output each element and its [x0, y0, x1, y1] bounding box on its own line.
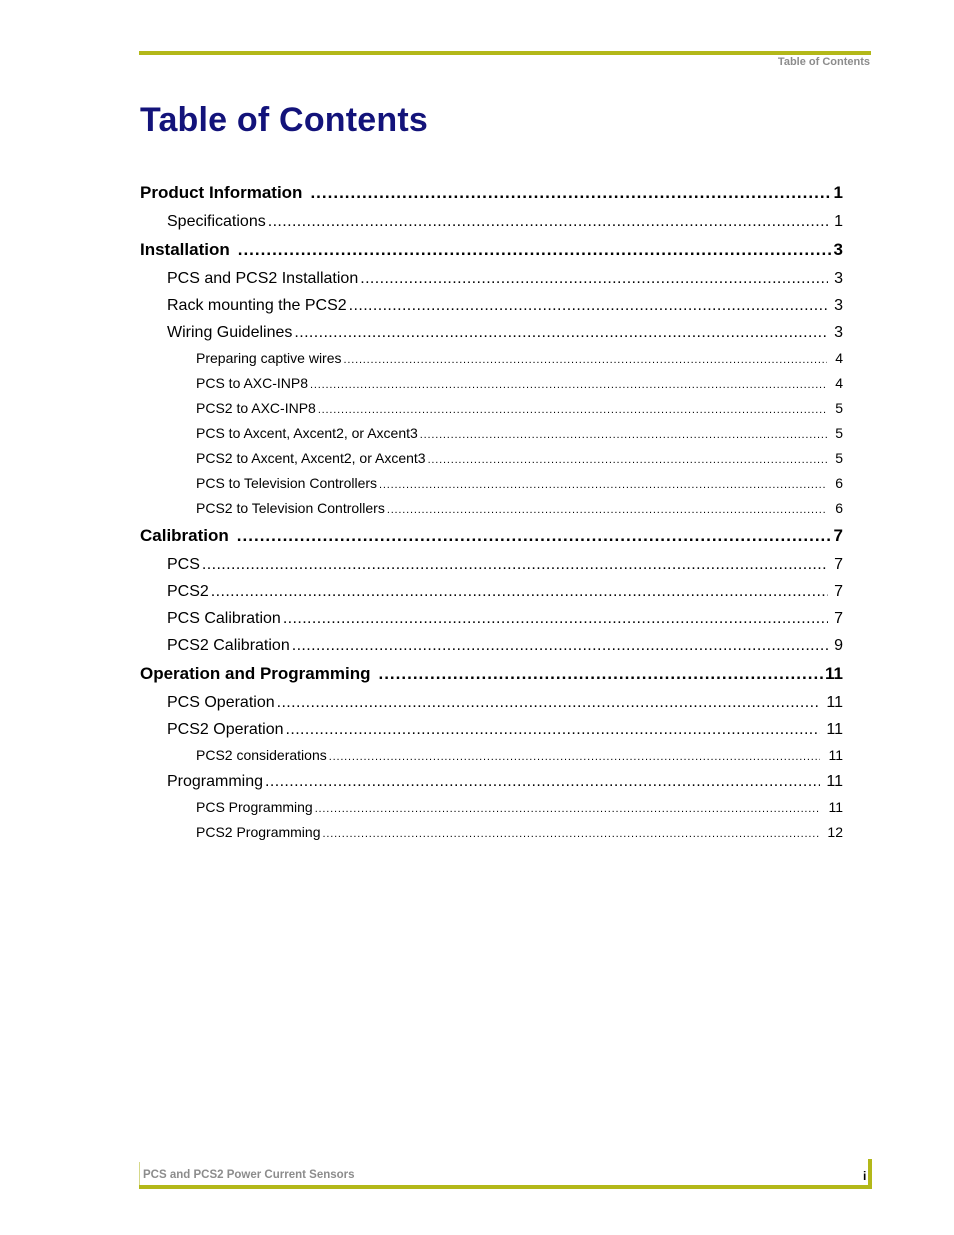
toc-entry-label: PCS2 considerations: [196, 747, 327, 763]
toc-entry-page-number: 6: [835, 475, 843, 491]
toc-entry-label: PCS to Axcent, Axcent2, or Axcent3: [196, 425, 418, 441]
toc-entry-page-number: 5: [835, 400, 843, 416]
toc-entry-page-number: 7: [834, 610, 843, 627]
toc-entry-page-number: 7: [834, 583, 843, 600]
dot-leader: [265, 768, 820, 795]
toc-entry-label: Wiring Guidelines: [167, 324, 293, 341]
toc-entry-page-number: 1: [834, 213, 843, 230]
dot-leader: [323, 822, 820, 847]
toc-entry-level-1[interactable]: [140, 659, 843, 689]
toc-entry-level-3[interactable]: [140, 446, 843, 471]
footer-left-rule: [139, 1162, 140, 1186]
dot-leader: [378, 659, 823, 689]
dot-leader: [344, 348, 828, 373]
toc-entry-page-number: 3: [834, 270, 843, 287]
toc-entry-label: PCS2 to Television Controllers: [196, 500, 385, 516]
footer-page-number: i: [863, 1169, 867, 1183]
toc-entry-level-2[interactable]: [140, 578, 843, 605]
toc-entry-label: PCS2 to Axcent, Axcent2, or Axcent3: [196, 450, 426, 466]
toc-entry-page-number: 6: [835, 500, 843, 516]
toc-entry-label: PCS Calibration: [167, 610, 281, 627]
dot-leader: [310, 178, 831, 208]
toc-entry-level-2[interactable]: [140, 716, 843, 743]
dot-leader: [268, 208, 828, 235]
toc-entry-page-number: 9: [834, 637, 843, 654]
footer-rule: [139, 1185, 872, 1189]
toc-entry-label: PCS2 to AXC-INP8: [196, 400, 316, 416]
toc-entry-page-number: 12: [827, 824, 843, 840]
toc-entry-level-3[interactable]: [140, 820, 843, 845]
dot-leader: [283, 605, 828, 632]
toc-entry-label: Preparing captive wires: [196, 350, 342, 366]
toc-entry-level-3[interactable]: [140, 396, 843, 421]
toc-entry-level-2[interactable]: [140, 208, 843, 235]
toc-entry-label: PCS and PCS2 Installation: [167, 270, 359, 287]
header-rule: [139, 51, 871, 55]
toc-entry-label: PCS to AXC-INP8: [196, 375, 309, 391]
toc-entry-level-3[interactable]: [140, 743, 843, 768]
toc-entry-page-number: 4: [835, 350, 843, 366]
toc-entry-level-2[interactable]: [140, 551, 843, 578]
toc-entry-level-3[interactable]: [140, 795, 843, 820]
dot-leader: [237, 521, 832, 551]
footer-document-title: PCS and PCS2 Power Current Sensors: [143, 1169, 355, 1181]
dot-leader: [315, 797, 821, 822]
toc-entry-label: PCS2 Programming: [196, 824, 321, 840]
dot-leader: [349, 292, 828, 319]
table-of-contents: [140, 178, 843, 845]
dot-leader: [387, 498, 827, 523]
toc-entry-page-number: 3: [834, 297, 843, 314]
toc-entry-label: PCS Programming: [196, 799, 313, 815]
toc-entry-level-1[interactable]: [140, 521, 843, 551]
dot-leader: [202, 551, 828, 578]
toc-entry-level-1[interactable]: [140, 178, 843, 208]
dot-leader: [428, 448, 828, 473]
dot-leader: [294, 319, 828, 346]
toc-entry-label: PCS2 Operation: [167, 721, 284, 738]
toc-entry-label: PCS2: [167, 583, 209, 600]
toc-entry-level-2[interactable]: [140, 319, 843, 346]
toc-entry-label: Installation: [140, 240, 230, 259]
toc-entry-label: PCS to Television Controllers: [196, 475, 378, 491]
toc-entry-page-number: 11: [826, 773, 843, 790]
dot-leader: [211, 578, 828, 605]
toc-entry-level-3[interactable]: [140, 346, 843, 371]
toc-entry-page-number: 3: [834, 324, 843, 341]
dot-leader: [310, 373, 827, 398]
toc-entry-page-number: 11: [828, 799, 843, 815]
toc-entry-label: Specifications: [167, 213, 266, 230]
toc-entry-label: Operation and Programming: [140, 664, 371, 683]
toc-entry-level-2[interactable]: [140, 292, 843, 319]
toc-entry-level-1[interactable]: [140, 235, 843, 265]
dot-leader: [329, 745, 821, 770]
toc-entry-page-number: 4: [835, 375, 843, 391]
toc-entry-page-number: 11: [826, 721, 843, 738]
toc-entry-page-number: 3: [833, 240, 843, 259]
page-title: Table of Contents: [140, 101, 428, 139]
dot-leader: [360, 265, 828, 292]
toc-entry-label: PCS: [167, 556, 200, 573]
toc-entry-page-number: 11: [826, 694, 843, 711]
toc-entry-label: Calibration: [140, 526, 229, 545]
toc-entry-level-3[interactable]: [140, 371, 843, 396]
dot-leader: [318, 398, 827, 423]
toc-entry-page-number: 7: [833, 526, 843, 545]
toc-entry-page-number: 7: [834, 556, 843, 573]
dot-leader: [286, 716, 821, 743]
toc-entry-level-2[interactable]: [140, 265, 843, 292]
toc-entry-level-2[interactable]: [140, 605, 843, 632]
toc-entry-label: PCS2 Calibration: [167, 637, 290, 654]
toc-entry-page-number: 5: [835, 450, 843, 466]
toc-entry-level-3[interactable]: [140, 471, 843, 496]
running-header: Table of Contents: [777, 56, 870, 68]
toc-entry-level-2[interactable]: [140, 768, 843, 795]
dot-leader: [277, 689, 821, 716]
toc-entry-label: Programming: [167, 773, 264, 790]
toc-entry-page-number: 11: [825, 664, 843, 683]
toc-entry-label: Rack mounting the PCS2: [167, 297, 347, 314]
toc-entry-page-number: 1: [833, 183, 843, 202]
toc-entry-level-2[interactable]: [140, 689, 843, 716]
toc-entry-level-2[interactable]: [140, 632, 843, 659]
toc-entry-label: PCS Operation: [167, 694, 275, 711]
dot-leader: [238, 235, 832, 265]
toc-entry-label: Product Information: [140, 183, 303, 202]
toc-entry-level-3[interactable]: [140, 421, 843, 446]
dot-leader: [379, 473, 827, 498]
toc-entry-page-number: 11: [828, 747, 843, 763]
toc-entry-page-number: 5: [835, 425, 843, 441]
toc-entry-level-3[interactable]: [140, 496, 843, 521]
dot-leader: [292, 632, 828, 659]
dot-leader: [420, 423, 827, 448]
